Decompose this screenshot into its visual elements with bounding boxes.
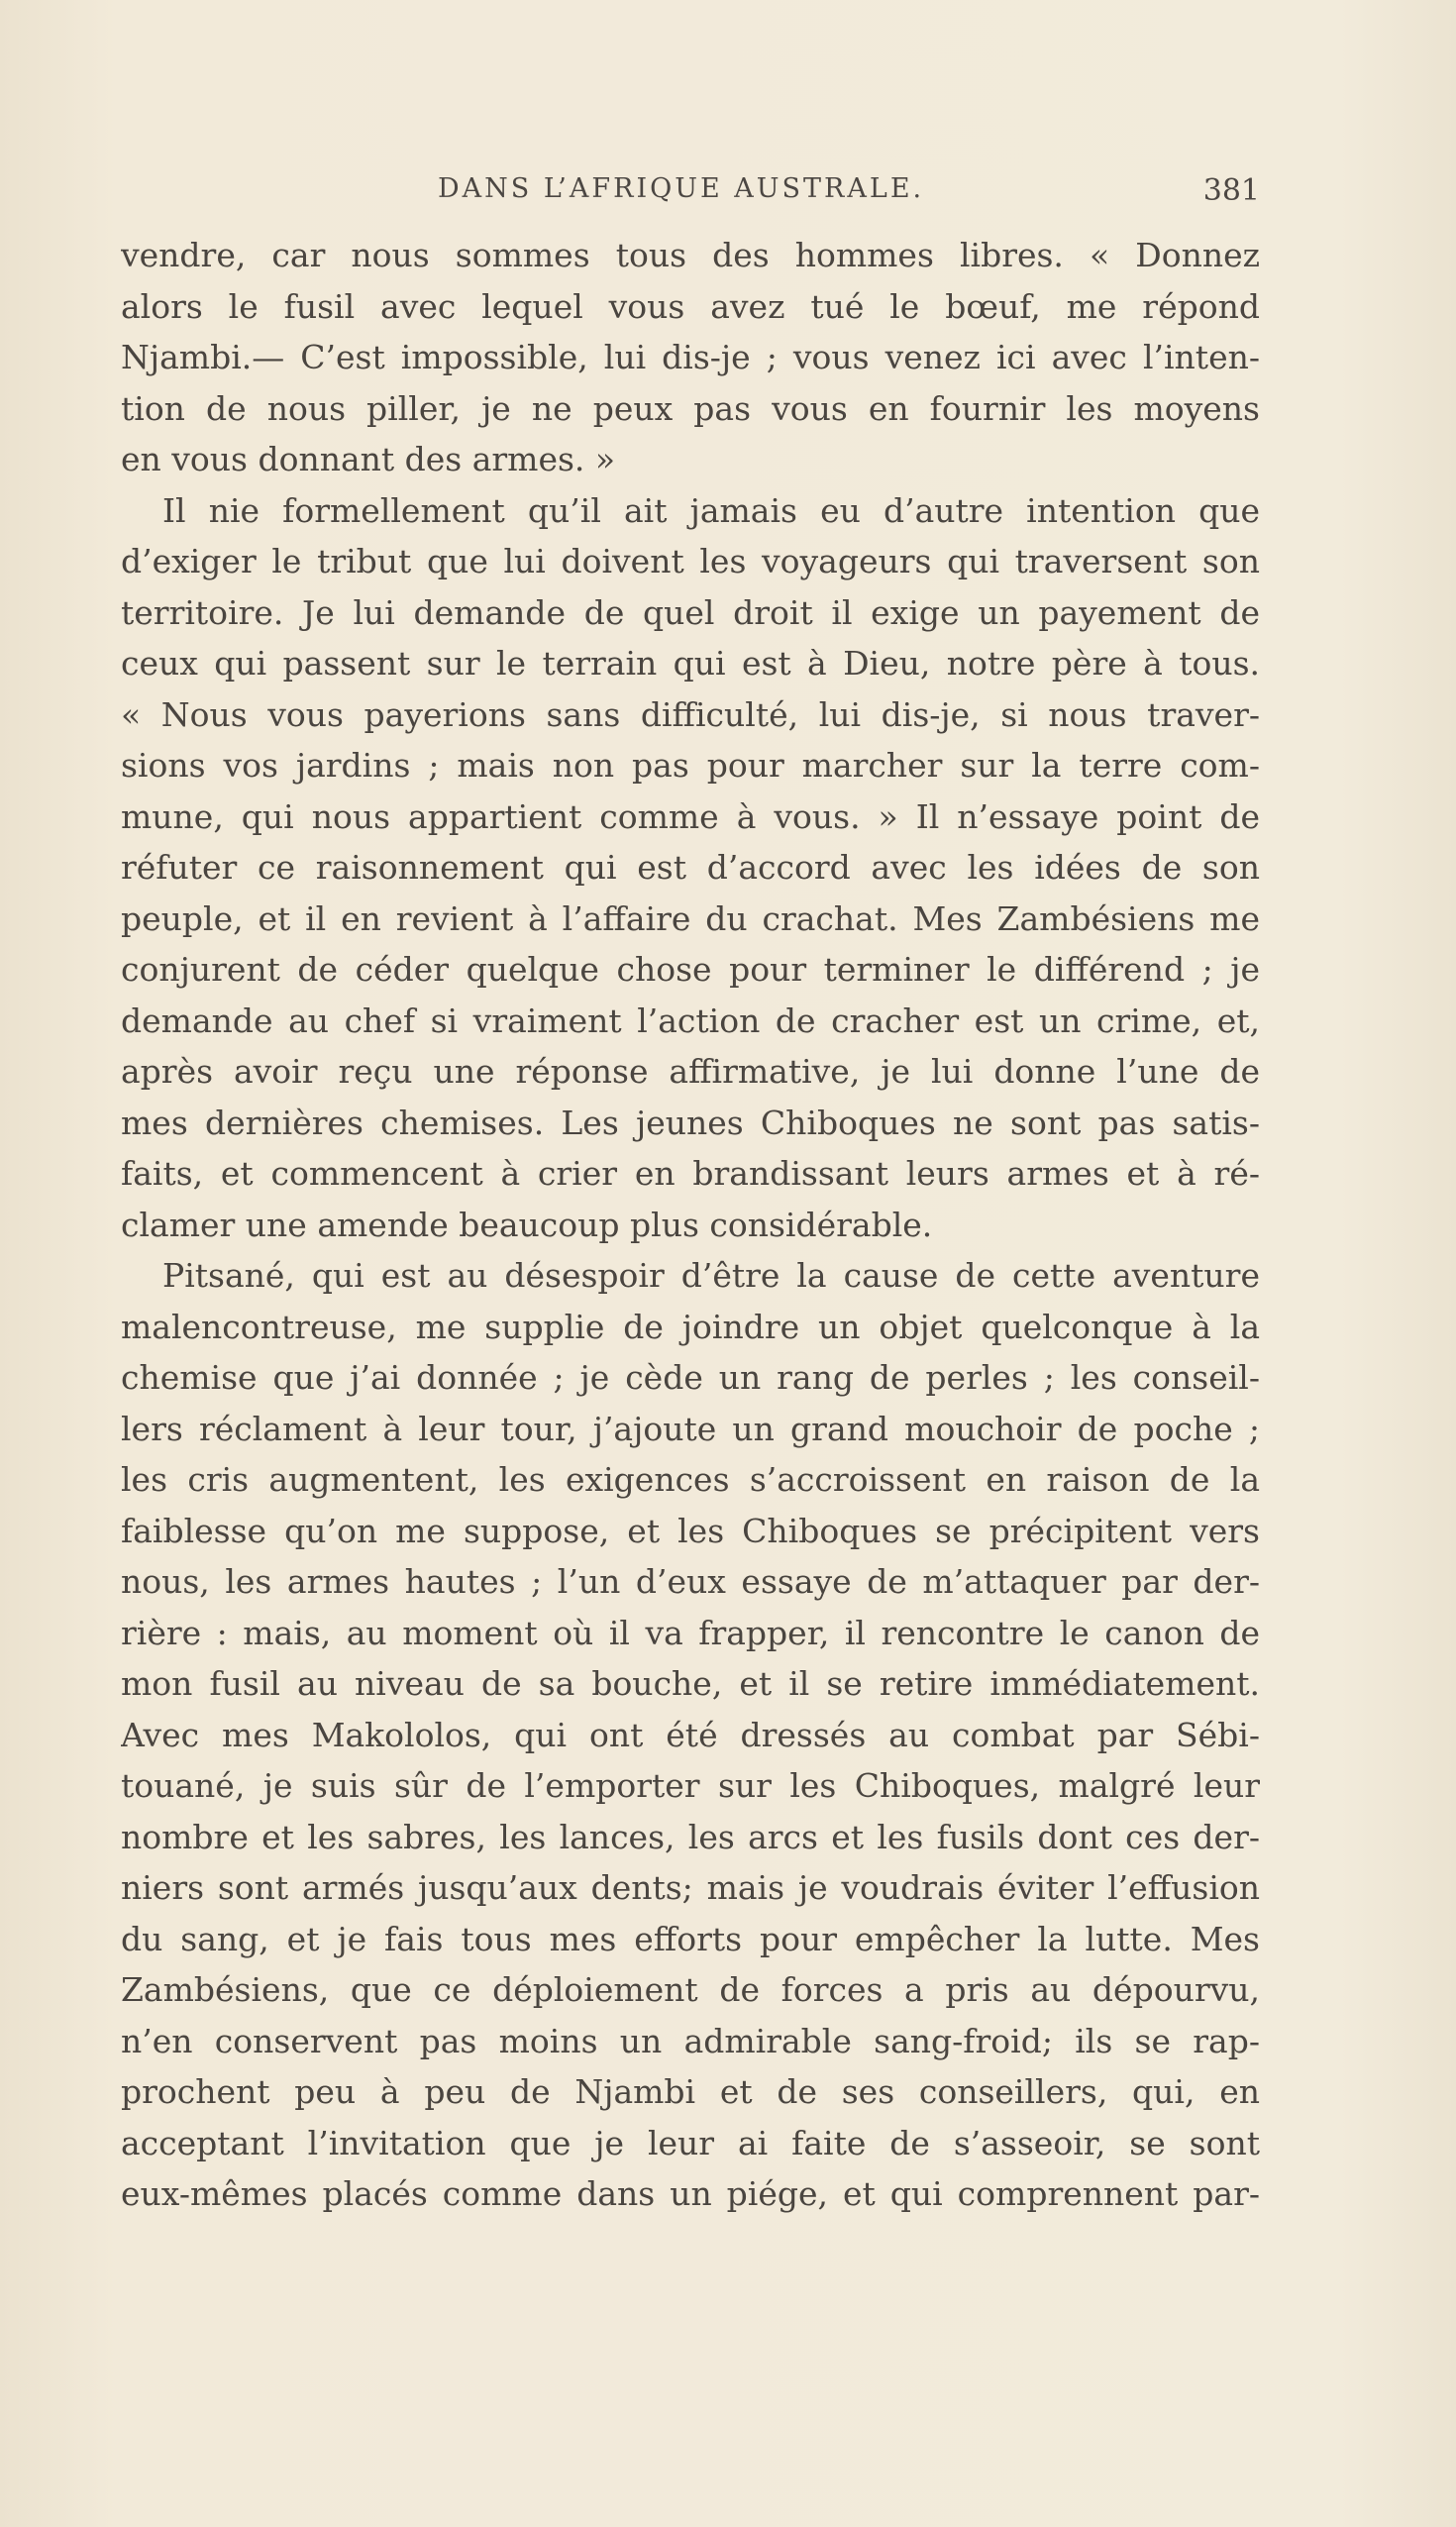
text-line: ceux qui passent sur le terrain qui est à Dieu, notre père à tous. <box>121 644 1260 683</box>
text-line: touané, je suis sûr de l’emporter sur les Chiboques, malgré leur <box>121 1766 1260 1805</box>
text-line: eux-mêmes placés comme dans un piége, et qui comprennent par- <box>121 2174 1260 2213</box>
text-line: Zambésiens, que ce déploiement de forces a pris au dépourvu, <box>121 1970 1260 2009</box>
text-line: n’en conservent pas moins un admirable sang-froid; ils se rap- <box>121 2021 1260 2060</box>
text-line: territoire. Je lui demande de quel droit il exige un payement de <box>121 592 1260 632</box>
text-line: mes dernières chemises. Les jeunes Chiboques ne sont pas satis- <box>121 1103 1260 1142</box>
text-line: rière : mais, au moment où il va frapper, il rencontre le canon de <box>121 1613 1260 1652</box>
text-line: d’exiger le tribut que lui doivent les voyageurs qui traversent son <box>121 542 1260 580</box>
text-line: mon fusil au niveau de sa bouche, et il se retire immédiatement. <box>121 1664 1260 1703</box>
text-line: tion de nous piller, je ne peux pas vous en fournir les moyens <box>121 388 1260 428</box>
text-line: conjurent de céder quelque chose pour terminer le différend ; je <box>121 950 1260 989</box>
text-line: prochent peu à peu de Njambi et de ses conseillers, qui, en <box>121 2072 1260 2111</box>
text-line: du sang, et je fais tous mes efforts pour empêcher la lutte. Mes <box>121 1919 1260 1958</box>
text-line: après avoir reçu une réponse affirmative, je lui donne l’une de <box>121 1052 1260 1091</box>
text-line: clamer une amende beaucoup plus considérable. <box>121 1205 933 1244</box>
text-line: mune, qui nous appartient comme à vous. » Il n’essaye point de <box>121 796 1260 836</box>
text-line: malencontreuse, me supplie de joindre un objet quelconque à la <box>121 1307 1260 1346</box>
text-line: Il nie formellement qu’il ait jamais eu d’autre intention que <box>162 490 1260 530</box>
text-line: niers sont armés jusqu’aux dents; mais je voudrais éviter l’effusion <box>121 1868 1260 1907</box>
text-line: faits, et commencent à crier en brandissant leurs armes et à ré- <box>121 1154 1260 1193</box>
text-line: réfuter ce raisonnement qui est d’accord avec les idées de son <box>121 848 1260 887</box>
text-line: en vous donnant des armes. » <box>121 440 616 478</box>
text-line: faiblesse qu’on me suppose, et les Chiboques se précipitent vers <box>121 1511 1260 1550</box>
text-line: demande au chef si vraiment l’action de cracher est un crime, et, <box>121 1000 1260 1040</box>
text-line: « Nous vous payerions sans difficulté, lui dis-je, si nous traver- <box>121 694 1260 734</box>
text-line: Avec mes Makololos, qui ont été dressés au combat par Sébi- <box>121 1715 1260 1754</box>
text-line: chemise que j’ai donnée ; je cède un rang de perles ; les conseil- <box>121 1358 1260 1397</box>
text-line: Pitsané, qui est au désespoir d’être la cause de cette aventure <box>162 1256 1260 1295</box>
text-line: alors le fusil avec lequel vous avez tué le bœuf, me répond <box>121 286 1260 326</box>
page-header <box>121 173 1260 213</box>
text-line: les cris augmentent, les exigences s’accroissent en raison de la <box>121 1460 1260 1499</box>
text-line: Njambi.— C’est impossible, lui dis-je ; vous venez ici avec l’inten- <box>121 338 1260 376</box>
running-head: DANS L’AFRIQUE AUSTRALE. <box>438 173 925 204</box>
text-line: nombre et les sabres, les lances, les arcs et les fusils dont ces der- <box>121 1817 1260 1856</box>
text-line: nous, les armes hautes ; l’un d’eux essaye de m’attaquer par der- <box>121 1562 1260 1601</box>
text-line: vendre, car nous sommes tous des hommes libres. « Donnez <box>121 236 1260 274</box>
text-line: acceptant l’invitation que je leur ai faite de s’asseoir, se sont <box>121 2123 1260 2162</box>
text-line: sions vos jardins ; mais non pas pour marcher sur la terre com- <box>121 746 1260 785</box>
text-line: peuple, et il en revient à l’affaire du crachat. Mes Zambésiens me <box>121 898 1260 938</box>
body-text <box>121 230 1260 2220</box>
page-number: 381 <box>1202 173 1260 208</box>
text-line: lers réclament à leur tour, j’ajoute un grand mouchoir de poche ; <box>121 1409 1260 1448</box>
